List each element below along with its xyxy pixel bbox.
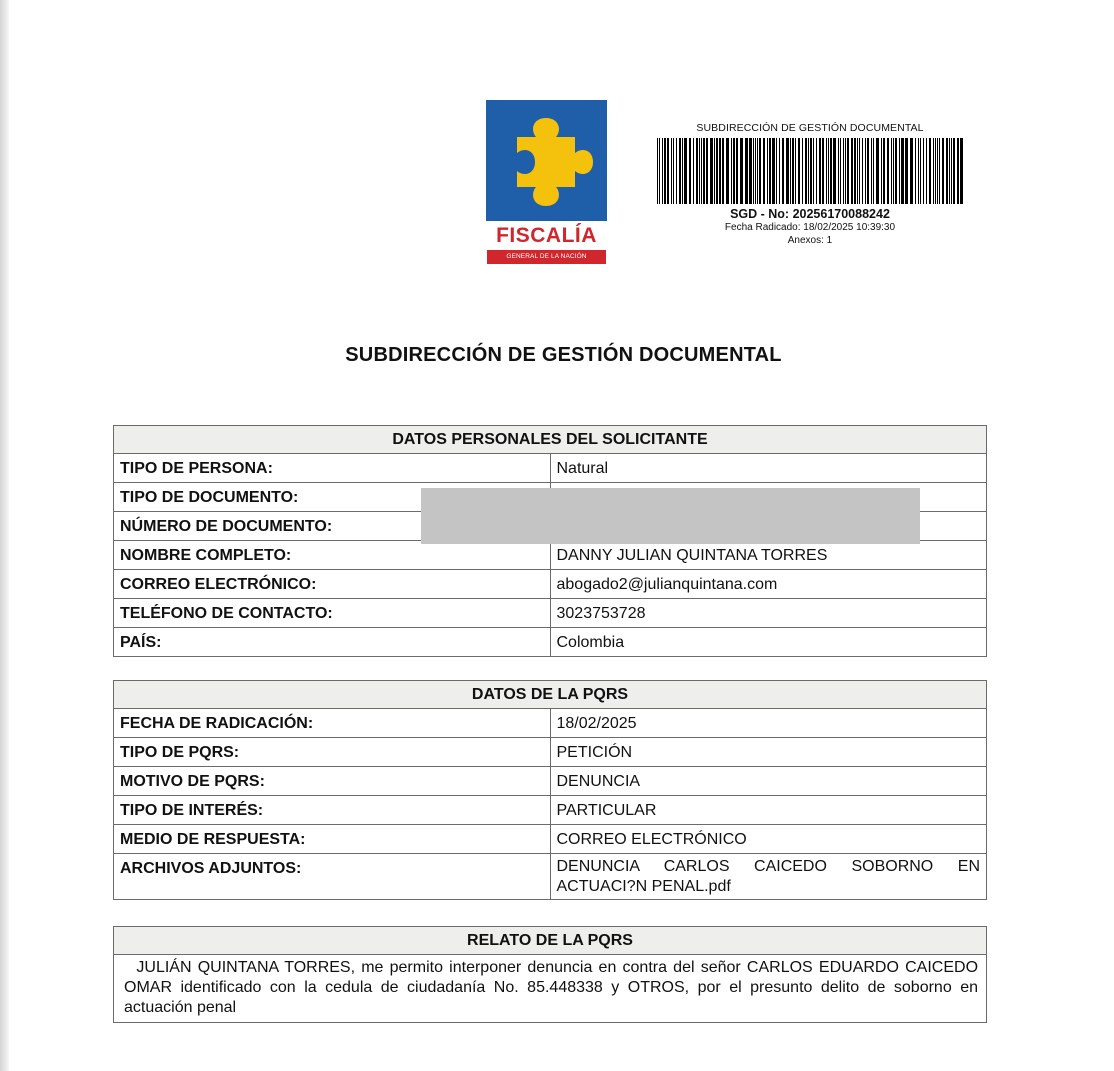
barcode-bar xyxy=(828,138,829,204)
barcode-bar xyxy=(726,138,729,204)
barcode-bar xyxy=(891,138,892,204)
table-heading: DATOS DE LA PQRS xyxy=(114,681,987,709)
stamp-title: SUBDIRECCIÓN DE GESTIÓN DOCUMENTAL xyxy=(696,122,924,134)
row-value: abogado2@julianquintana.com xyxy=(550,570,987,599)
barcode-bar xyxy=(957,138,959,204)
barcode-bar xyxy=(899,138,900,204)
barcode-bar xyxy=(706,138,708,204)
annexes-count: Anexos: 1 xyxy=(787,235,833,246)
barcode-bar xyxy=(776,138,777,204)
barcode-bar xyxy=(923,138,924,204)
row-label: NÚMERO DE DOCUMENTO: xyxy=(114,512,551,541)
barcode-bar xyxy=(703,138,705,204)
barcode-bar xyxy=(786,138,789,204)
row-label: PAÍS: xyxy=(114,628,551,657)
barcode-bar xyxy=(763,138,765,204)
barcode-bar xyxy=(693,138,694,204)
barcode-bar xyxy=(664,138,666,204)
row-value: PETICIÓN xyxy=(550,738,987,767)
barcode-bar xyxy=(822,138,824,204)
table-row xyxy=(114,709,987,738)
filing-stamp xyxy=(652,122,968,247)
barcode-bar xyxy=(933,138,934,204)
table-row xyxy=(114,541,987,570)
barcode-bar xyxy=(871,138,872,204)
barcode-bar xyxy=(802,138,803,204)
row-label: TIPO DE PERSONA: xyxy=(114,454,551,483)
page-title: SUBDIRECCIÓN DE GESTIÓN DOCUMENTAL xyxy=(345,344,782,366)
table-row xyxy=(114,570,987,599)
barcode-bar xyxy=(805,138,807,204)
barcode-bar xyxy=(867,138,869,204)
redaction-box xyxy=(421,488,920,544)
barcode-bar xyxy=(769,138,771,204)
barcode-bar xyxy=(953,138,955,204)
barcode-bar xyxy=(790,138,791,204)
table-row xyxy=(114,738,987,767)
barcode-bar xyxy=(816,138,817,204)
barcode-bar xyxy=(779,138,780,204)
row-label: TELÉFONO DE CONTACTO: xyxy=(114,599,551,628)
barcode-bar xyxy=(847,138,849,204)
barcode-bar xyxy=(722,138,724,204)
barcode-bar xyxy=(926,138,927,204)
barcode-bar xyxy=(719,138,721,204)
barcode-bar xyxy=(749,138,752,204)
barcode-bar xyxy=(942,138,944,204)
barcode-bar xyxy=(893,138,894,204)
barcode-bar xyxy=(881,138,882,204)
table-row xyxy=(114,767,987,796)
barcode-bar xyxy=(840,138,841,204)
barcode-bar xyxy=(710,138,713,204)
barcode-bar xyxy=(733,138,735,204)
row-value: DENUNCIA xyxy=(550,767,987,796)
barcode-bar xyxy=(883,138,885,204)
barcode-bar xyxy=(859,138,860,204)
row-label: MEDIO DE RESPUESTA: xyxy=(114,825,551,854)
barcode-bar xyxy=(689,138,691,204)
row-label: FECHA DE RADICACIÓN: xyxy=(114,709,551,738)
barcode-bar xyxy=(810,138,812,204)
barcode-bar xyxy=(699,138,700,204)
barcode-bar xyxy=(865,138,866,204)
barcode-bar xyxy=(939,138,940,204)
barcode-bar xyxy=(918,138,919,204)
barcode-bar xyxy=(795,138,796,204)
barcode-bar xyxy=(910,138,913,204)
row-label: MOTIVO DE PQRS: xyxy=(114,767,551,796)
barcode-bar xyxy=(798,138,800,204)
barcode-bar xyxy=(854,138,856,204)
barcode-bar xyxy=(887,138,889,204)
barcode-bar xyxy=(755,138,756,204)
row-label: ARCHIVOS ADJUNTOS: xyxy=(114,854,551,900)
barcode-bar xyxy=(826,138,827,204)
barcode-bar xyxy=(960,138,963,204)
barcode-bar xyxy=(667,138,669,204)
logo-emblem xyxy=(486,100,607,221)
barcode-bar xyxy=(843,138,844,204)
row-label: NOMBRE COMPLETO: xyxy=(114,541,551,570)
barcode-bar xyxy=(857,138,858,204)
puzzle-piece-icon xyxy=(486,100,607,221)
barcode-bar xyxy=(676,138,677,204)
barcode-bar xyxy=(745,138,748,204)
barcode-bar xyxy=(946,138,948,204)
barcode-bar xyxy=(895,138,897,204)
table-row xyxy=(114,599,987,628)
barcode-bar xyxy=(679,138,681,204)
barcode-bar xyxy=(792,138,794,204)
barcode-bar xyxy=(682,138,683,204)
barcode-bar xyxy=(935,138,936,204)
barcode-bar xyxy=(920,138,921,204)
barcode-bar xyxy=(772,138,775,204)
barcode-bar xyxy=(716,138,718,204)
table-row xyxy=(114,628,987,657)
barcode-bar xyxy=(819,138,821,204)
fiscalia-logo xyxy=(486,100,607,266)
table-heading: DATOS PERSONALES DEL SOLICITANTE xyxy=(114,426,987,454)
filing-number: SGD - No: 20256170088242 xyxy=(730,207,890,221)
relato-table xyxy=(113,926,987,1023)
barcode-bar xyxy=(714,138,715,204)
barcode-bar xyxy=(808,138,809,204)
row-label: TIPO DE PQRS: xyxy=(114,738,551,767)
barcode-bar xyxy=(951,138,952,204)
attachment-link[interactable]: DENUNCIA CARLOS CAICEDO SOBORNO EN ACTUACI?N PENAL.pdf xyxy=(550,854,987,900)
row-value: Natural xyxy=(550,454,987,483)
table-heading: RELATO DE LA PQRS xyxy=(114,927,987,955)
barcode-bar xyxy=(684,138,687,204)
barcode-bar xyxy=(949,138,950,204)
row-label: TIPO DE INTERÉS: xyxy=(114,796,551,825)
barcode-bar xyxy=(830,138,832,204)
logo-name: FISCALÍA xyxy=(496,224,597,247)
row-label: CORREO ELECTRÓNICO: xyxy=(114,570,551,599)
table-row xyxy=(114,955,987,1023)
barcode-bar xyxy=(662,138,663,204)
barcode-bar xyxy=(937,138,938,204)
barcode-bar xyxy=(767,138,768,204)
barcode-bar xyxy=(673,138,674,204)
barcode-bar xyxy=(740,138,743,204)
barcode-icon xyxy=(657,138,963,204)
barcode-bar xyxy=(753,138,754,204)
row-label: TIPO DE DOCUMENTO: xyxy=(114,483,551,512)
barcode-bar xyxy=(657,138,658,204)
page-shadow-edge xyxy=(0,0,9,1071)
row-value: 18/02/2025 xyxy=(550,709,987,738)
barcode-bar xyxy=(905,138,908,204)
barcode-bar xyxy=(901,138,904,204)
barcode-bar xyxy=(757,138,758,204)
barcode-bar xyxy=(731,138,732,204)
barcode-bar xyxy=(696,138,698,204)
pqrs-data-table xyxy=(113,680,987,900)
barcode-bar xyxy=(845,138,846,204)
barcode-bar xyxy=(929,138,931,204)
filing-date: Fecha Radicado: 18/02/2025 10:39:30 xyxy=(724,222,896,233)
barcode-bar xyxy=(851,138,853,204)
barcode-bar xyxy=(838,138,839,204)
table-row xyxy=(114,854,987,900)
barcode-bar xyxy=(701,138,702,204)
barcode-bar xyxy=(862,138,863,204)
barcode-bar xyxy=(659,138,660,204)
barcode-bar xyxy=(833,138,836,204)
relato-body: JULIÁN QUINTANA TORRES, me permito interponer denuncia en contra del señor CARLOS EDUARDO CAICEDO OMAR identificado con la cedula de ciudadanía No. 85.448338 y OTROS, por el presunto delito de soborno en actuación penal xyxy=(124,959,979,1016)
barcode-bar xyxy=(736,138,738,204)
barcode-bar xyxy=(876,138,879,204)
barcode-bar xyxy=(759,138,761,204)
barcode-bar xyxy=(915,138,916,204)
row-value: DANNY JULIAN QUINTANA TORRES xyxy=(550,541,987,570)
table-row xyxy=(114,825,987,854)
relato-text xyxy=(114,955,987,1023)
row-value: Colombia xyxy=(550,628,987,657)
barcode-bar xyxy=(671,138,672,204)
barcode-bar xyxy=(813,138,814,204)
table-row xyxy=(114,454,987,483)
logo-subtitle: GENERAL DE LA NACIÓN xyxy=(487,250,606,264)
row-value: PARTICULAR xyxy=(550,796,987,825)
table-row xyxy=(114,796,987,825)
row-value: CORREO ELECTRÓNICO xyxy=(550,825,987,854)
row-value: 3023753728 xyxy=(550,599,987,628)
barcode-bar xyxy=(873,138,874,204)
barcode-bar xyxy=(782,138,784,204)
